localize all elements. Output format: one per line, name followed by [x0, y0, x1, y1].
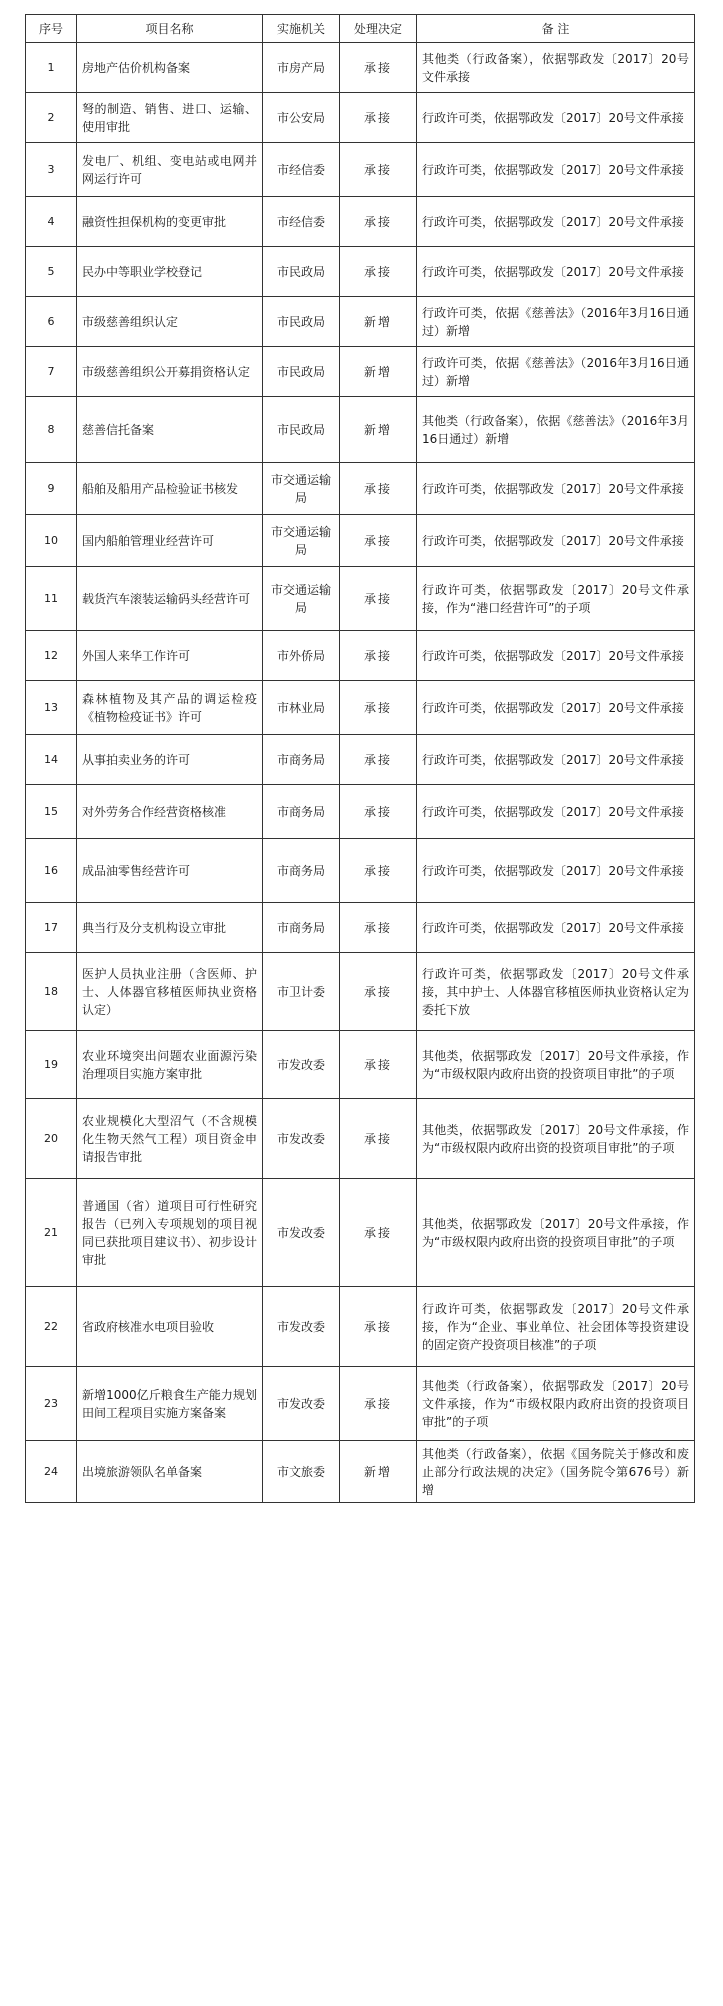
remark: 行政许可类，依据鄂政发〔2017〕20号文件承接 [417, 839, 695, 903]
header-decision: 处理决定 [340, 15, 417, 43]
remark: 其他类（行政备案），依据《慈善法》（2016年3月16日通过）新增 [417, 397, 695, 463]
table-row [26, 1367, 695, 1441]
remark: 行政许可类，依据鄂政发〔2017〕20号文件承接，其中护士、人体器官移植医师执业资格认定为委托下放 [417, 953, 695, 1031]
implementing-agency: 市商务局 [263, 839, 340, 903]
implementing-agency: 市文旅委 [263, 1441, 340, 1503]
implementing-agency: 市商务局 [263, 903, 340, 953]
header-org: 实施机关 [263, 15, 340, 43]
row-number: 3 [26, 143, 77, 197]
table-row [26, 631, 695, 681]
remark: 行政许可类，依据鄂政发〔2017〕20号文件承接，作为“港口经营许可”的子项 [417, 567, 695, 631]
table-row [26, 953, 695, 1031]
header-note: 备 注 [417, 15, 695, 43]
implementing-agency: 市民政局 [263, 347, 340, 397]
decision: 承接 [340, 143, 417, 197]
decision: 承接 [340, 197, 417, 247]
table-row [26, 43, 695, 93]
row-number: 8 [26, 397, 77, 463]
remark: 行政许可类，依据鄂政发〔2017〕20号文件承接 [417, 93, 695, 143]
decision: 承接 [340, 839, 417, 903]
implementing-agency: 市交通运输局 [263, 463, 340, 515]
row-number: 4 [26, 197, 77, 247]
remark: 行政许可类，依据鄂政发〔2017〕20号文件承接 [417, 247, 695, 297]
row-number: 23 [26, 1367, 77, 1441]
item-name: 市级慈善组织认定 [77, 297, 263, 347]
implementing-agency: 市卫计委 [263, 953, 340, 1031]
implementing-agency: 市经信委 [263, 143, 340, 197]
implementing-agency: 市发改委 [263, 1099, 340, 1179]
decision: 承接 [340, 515, 417, 567]
decision: 承接 [340, 93, 417, 143]
row-number: 12 [26, 631, 77, 681]
table-row [26, 397, 695, 463]
decision: 承接 [340, 247, 417, 297]
table-row [26, 785, 695, 839]
decision: 新增 [340, 347, 417, 397]
items-table [25, 14, 695, 1503]
remark: 其他类（行政备案），依据鄂政发〔2017〕20号文件承接，作为“市级权限内政府出资的投资项目审批”的子项 [417, 1367, 695, 1441]
implementing-agency: 市发改委 [263, 1031, 340, 1099]
item-name: 弩的制造、销售、进口、运输、使用审批 [77, 93, 263, 143]
implementing-agency: 市林业局 [263, 681, 340, 735]
decision: 承接 [340, 1367, 417, 1441]
header-no: 序号 [26, 15, 77, 43]
decision: 新增 [340, 1441, 417, 1503]
item-name: 典当行及分支机构设立审批 [77, 903, 263, 953]
decision: 承接 [340, 43, 417, 93]
remark: 其他类（行政备案），依据《国务院关于修改和废止部分行政法规的决定》（国务院令第676号）新增 [417, 1441, 695, 1503]
item-name: 成品油零售经营许可 [77, 839, 263, 903]
row-number: 5 [26, 247, 77, 297]
decision: 承接 [340, 903, 417, 953]
implementing-agency: 市商务局 [263, 785, 340, 839]
decision: 新增 [340, 297, 417, 347]
row-number: 17 [26, 903, 77, 953]
header-row [26, 15, 695, 43]
remark: 行政许可类，依据鄂政发〔2017〕20号文件承接 [417, 515, 695, 567]
table-row [26, 297, 695, 347]
item-name: 农业环境突出问题农业面源污染治理项目实施方案审批 [77, 1031, 263, 1099]
item-name: 民办中等职业学校登记 [77, 247, 263, 297]
implementing-agency: 市公安局 [263, 93, 340, 143]
implementing-agency: 市房产局 [263, 43, 340, 93]
decision: 承接 [340, 1179, 417, 1287]
decision: 承接 [340, 785, 417, 839]
row-number: 13 [26, 681, 77, 735]
remark: 行政许可类，依据鄂政发〔2017〕20号文件承接 [417, 735, 695, 785]
decision: 承接 [340, 1031, 417, 1099]
remark: 其他类，依据鄂政发〔2017〕20号文件承接，作为“市级权限内政府出资的投资项目审批”的子项 [417, 1099, 695, 1179]
table-row [26, 143, 695, 197]
item-name: 房地产估价机构备案 [77, 43, 263, 93]
decision: 承接 [340, 953, 417, 1031]
decision: 承接 [340, 681, 417, 735]
item-name: 对外劳务合作经营资格核准 [77, 785, 263, 839]
implementing-agency: 市经信委 [263, 197, 340, 247]
item-name: 医护人员执业注册（含医师、护士、人体器官移植医师执业资格认定） [77, 953, 263, 1031]
table-body [26, 43, 695, 1503]
row-number: 15 [26, 785, 77, 839]
item-name: 载货汽车滚装运输码头经营许可 [77, 567, 263, 631]
table-row [26, 839, 695, 903]
item-name: 发电厂、机组、变电站或电网并网运行许可 [77, 143, 263, 197]
implementing-agency: 市外侨局 [263, 631, 340, 681]
table-row [26, 515, 695, 567]
implementing-agency: 市民政局 [263, 247, 340, 297]
implementing-agency: 市发改委 [263, 1179, 340, 1287]
item-name: 出境旅游领队名单备案 [77, 1441, 263, 1503]
decision: 承接 [340, 735, 417, 785]
item-name: 融资性担保机构的变更审批 [77, 197, 263, 247]
table-row [26, 1031, 695, 1099]
remark: 行政许可类，依据鄂政发〔2017〕20号文件承接 [417, 785, 695, 839]
item-name: 普通国（省）道项目可行性研究报告（已列入专项规划的项目视同已获批项目建议书）、初步设计审批 [77, 1179, 263, 1287]
remark: 行政许可类，依据鄂政发〔2017〕20号文件承接 [417, 463, 695, 515]
implementing-agency: 市民政局 [263, 397, 340, 463]
implementing-agency: 市交通运输局 [263, 567, 340, 631]
table-row [26, 1287, 695, 1367]
remark: 行政许可类，依据《慈善法》（2016年3月16日通过）新增 [417, 297, 695, 347]
table-row [26, 903, 695, 953]
item-name: 国内船舶管理业经营许可 [77, 515, 263, 567]
implementing-agency: 市商务局 [263, 735, 340, 785]
table-row [26, 347, 695, 397]
row-number: 1 [26, 43, 77, 93]
remark: 行政许可类，依据鄂政发〔2017〕20号文件承接 [417, 631, 695, 681]
row-number: 21 [26, 1179, 77, 1287]
row-number: 2 [26, 93, 77, 143]
row-number: 19 [26, 1031, 77, 1099]
item-name: 农业规模化大型沼气（不含规模化生物天然气工程）项目资金申请报告审批 [77, 1099, 263, 1179]
table-row [26, 1441, 695, 1503]
remark: 行政许可类，依据鄂政发〔2017〕20号文件承接 [417, 681, 695, 735]
item-name: 慈善信托备案 [77, 397, 263, 463]
row-number: 22 [26, 1287, 77, 1367]
implementing-agency: 市民政局 [263, 297, 340, 347]
remark: 其他类（行政备案），依据鄂政发〔2017〕20号文件承接 [417, 43, 695, 93]
item-name: 从事拍卖业务的许可 [77, 735, 263, 785]
header-name: 项目名称 [77, 15, 263, 43]
implementing-agency: 市交通运输局 [263, 515, 340, 567]
table-row [26, 681, 695, 735]
decision: 新增 [340, 397, 417, 463]
row-number: 14 [26, 735, 77, 785]
table-row [26, 197, 695, 247]
decision: 承接 [340, 567, 417, 631]
row-number: 7 [26, 347, 77, 397]
row-number: 18 [26, 953, 77, 1031]
table-row [26, 93, 695, 143]
row-number: 20 [26, 1099, 77, 1179]
item-name: 市级慈善组织公开募捐资格认定 [77, 347, 263, 397]
decision: 承接 [340, 463, 417, 515]
decision: 承接 [340, 631, 417, 681]
decision: 承接 [340, 1099, 417, 1179]
remark: 其他类，依据鄂政发〔2017〕20号文件承接，作为“市级权限内政府出资的投资项目审批”的子项 [417, 1031, 695, 1099]
item-name: 省政府核准水电项目验收 [77, 1287, 263, 1367]
row-number: 16 [26, 839, 77, 903]
row-number: 10 [26, 515, 77, 567]
row-number: 9 [26, 463, 77, 515]
remark: 其他类，依据鄂政发〔2017〕20号文件承接，作为“市级权限内政府出资的投资项目审批”的子项 [417, 1179, 695, 1287]
table-row [26, 567, 695, 631]
item-name: 船舶及船用产品检验证书核发 [77, 463, 263, 515]
implementing-agency: 市发改委 [263, 1367, 340, 1441]
row-number: 6 [26, 297, 77, 347]
table-row [26, 1099, 695, 1179]
decision: 承接 [340, 1287, 417, 1367]
row-number: 11 [26, 567, 77, 631]
row-number: 24 [26, 1441, 77, 1503]
item-name: 新增1000亿斤粮食生产能力规划田间工程项目实施方案备案 [77, 1367, 263, 1441]
remark: 行政许可类，依据鄂政发〔2017〕20号文件承接 [417, 143, 695, 197]
implementing-agency: 市发改委 [263, 1287, 340, 1367]
table-row [26, 735, 695, 785]
table-row [26, 1179, 695, 1287]
remark: 行政许可类，依据《慈善法》（2016年3月16日通过）新增 [417, 347, 695, 397]
table-row [26, 463, 695, 515]
remark: 行政许可类，依据鄂政发〔2017〕20号文件承接 [417, 197, 695, 247]
remark: 行政许可类，依据鄂政发〔2017〕20号文件承接 [417, 903, 695, 953]
table-row [26, 247, 695, 297]
item-name: 森林植物及其产品的调运检疫《植物检疫证书》许可 [77, 681, 263, 735]
remark: 行政许可类，依据鄂政发〔2017〕20号文件承接，作为“企业、事业单位、社会团体等投资建设的固定资产投资项目核准”的子项 [417, 1287, 695, 1367]
item-name: 外国人来华工作许可 [77, 631, 263, 681]
